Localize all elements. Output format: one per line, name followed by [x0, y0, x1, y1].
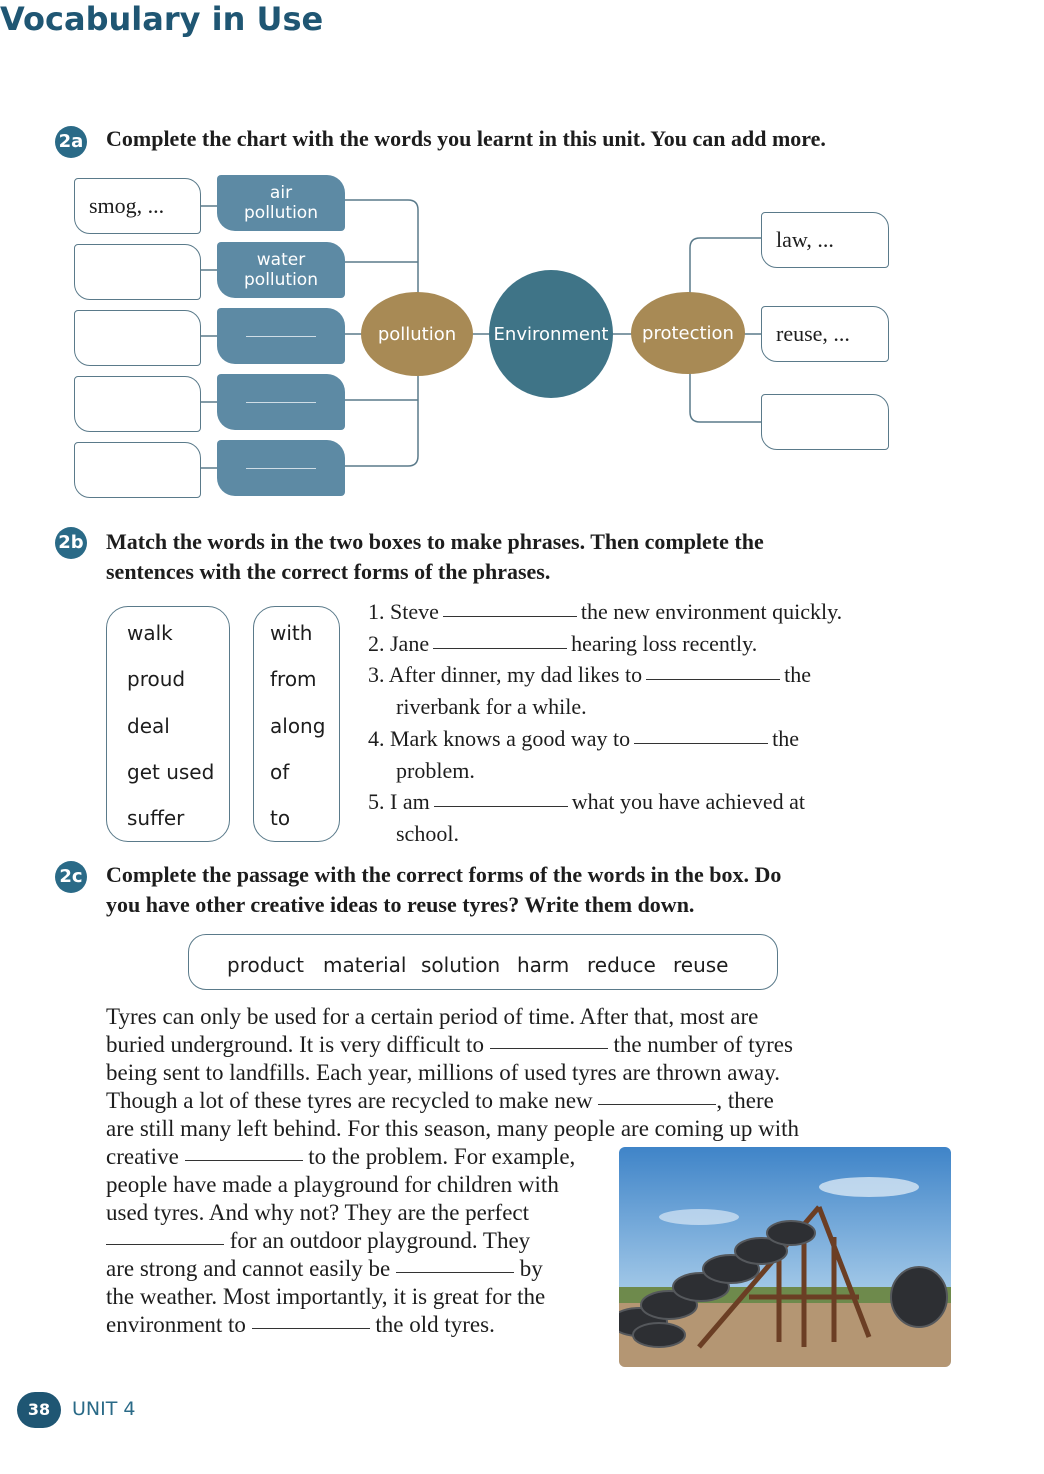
pollution-hub: [361, 292, 473, 376]
word-bank-box: [188, 934, 778, 990]
exercise-badge-2b: 2b: [55, 527, 87, 559]
word-box-2: [253, 606, 340, 842]
protection-hub-label: protection: [642, 322, 734, 344]
word-bank-item: product: [227, 953, 304, 977]
passage-text: to the problem. For example,: [308, 1144, 576, 1169]
pollution-hub-label: pollution: [377, 323, 457, 345]
category-label: water pollution: [244, 250, 318, 290]
sentence-text: I am: [390, 789, 430, 814]
word-item: to: [270, 806, 291, 830]
answer-blank[interactable]: [433, 647, 567, 649]
sentence-number: 5.: [368, 789, 385, 814]
tyre-playground-photo: [619, 1147, 951, 1367]
word-item: from: [270, 667, 317, 691]
word-bank-item: material: [323, 953, 407, 977]
instruction-2b-line2: sentences with the correct forms of the phrases.: [106, 559, 551, 584]
word-item: along: [270, 714, 326, 738]
exercise-badge-2c: 2c: [55, 861, 87, 893]
category-box-blank-5[interactable]: [217, 440, 345, 496]
passage-text: Though a lot of these tyres are recycled to make new: [106, 1088, 593, 1113]
sentence-text: Mark knows a good way to: [390, 726, 631, 751]
sentence-2: [368, 628, 757, 660]
sentence-number: 4.: [368, 726, 385, 751]
passage-line: are still many left behind. For this season, many people are coming up with: [106, 1116, 800, 1141]
passage-text: environment to: [106, 1312, 246, 1337]
page-number-badge: 38: [17, 1392, 61, 1428]
answer-blank[interactable]: [634, 742, 768, 744]
category-box-blank-4[interactable]: [217, 374, 345, 430]
word-item: suffer: [127, 806, 185, 830]
word-bank-item: solution: [421, 953, 501, 977]
category-blank-line: [246, 402, 316, 403]
sentence-text: After dinner, my dad likes to: [388, 662, 643, 687]
word-bank-item: harm: [517, 953, 570, 977]
passage-line: [106, 1144, 575, 1170]
answer-blank[interactable]: [106, 1243, 224, 1245]
sentence-number: 1.: [368, 599, 385, 624]
instruction-2a: Complete the chart with the words you learnt in this unit. You can add more.: [106, 126, 826, 151]
answer-blank[interactable]: [396, 1271, 514, 1273]
sentence-5-cont: school.: [396, 821, 459, 846]
environment-center: [489, 270, 613, 398]
left-word-box-5[interactable]: [74, 442, 201, 498]
sentence-1: [368, 596, 842, 628]
exercise-badge-2a: 2a: [55, 126, 87, 158]
right-word-box-1[interactable]: law, ...: [761, 212, 889, 268]
answer-blank[interactable]: [598, 1103, 716, 1105]
passage-line: Tyres can only be used for a certain period of time. After that, most are: [106, 1004, 759, 1029]
sentence-number: 3.: [368, 662, 385, 687]
passage-line: [106, 1088, 774, 1114]
passage-line: [106, 1032, 793, 1058]
right-word-box-2[interactable]: reuse, ...: [761, 306, 889, 362]
sentence-text: the: [784, 662, 811, 687]
protection-hub: [631, 292, 745, 374]
left-word-box-3[interactable]: [74, 310, 201, 366]
instruction-2b-line1: Match the words in the two boxes to make phrases. Then complete the: [106, 529, 764, 554]
left-word-box-1[interactable]: smog, ...: [74, 178, 201, 234]
passage-line: [106, 1256, 543, 1282]
sentence-text: hearing loss recently.: [571, 631, 758, 656]
sentence-5: [368, 786, 805, 818]
word-item: deal: [127, 714, 170, 738]
passage-text: creative: [106, 1144, 179, 1169]
instruction-2c-line2: you have other creative ideas to reuse tyres? Write them down.: [106, 892, 695, 917]
category-box-blank-3[interactable]: [217, 308, 345, 364]
passage-text: are strong and cannot easily be: [106, 1256, 391, 1281]
instruction-2c-line1: Complete the passage with the correct forms of the words in the box. Do: [106, 862, 782, 887]
answer-blank[interactable]: [490, 1047, 608, 1049]
passage-line: [106, 1228, 530, 1254]
unit-label: UNIT 4: [72, 1398, 136, 1420]
environment-label: Environment: [493, 323, 609, 345]
passage-line: [106, 1312, 495, 1338]
word-item: get used: [127, 760, 215, 784]
sentence-text: the new environment quickly.: [580, 599, 843, 624]
answer-blank[interactable]: [252, 1327, 370, 1329]
answer-blank[interactable]: [646, 678, 780, 680]
word-bank-item: reuse: [673, 953, 729, 977]
sentence-text: the: [772, 726, 800, 751]
passage-text: , there: [716, 1088, 774, 1113]
category-box-air-pollution: [217, 175, 345, 231]
passage-line: used tyres. And why not? They are the perfect: [106, 1200, 530, 1225]
answer-blank[interactable]: [434, 805, 568, 807]
sentence-3: [368, 659, 811, 691]
word-item: walk: [127, 621, 173, 645]
sentence-text: what you have achieved at: [571, 789, 806, 814]
category-label: air pollution: [244, 183, 318, 223]
answer-blank[interactable]: [443, 615, 577, 617]
passage-text: buried underground. It is very difficult to: [106, 1032, 484, 1057]
sentence-3-cont: riverbank for a while.: [396, 694, 587, 719]
page-title: Vocabulary in Use: [0, 0, 324, 38]
right-word-box-3[interactable]: [761, 394, 889, 450]
word-item: proud: [127, 667, 186, 691]
sentence-text: Jane: [390, 631, 430, 656]
word-item: with: [270, 621, 313, 645]
word-bank-item: reduce: [587, 953, 656, 977]
passage-text: the old tyres.: [375, 1312, 495, 1337]
sentence-number: 2.: [368, 631, 385, 656]
category-box-water-pollution: [217, 242, 345, 298]
passage-text: for an outdoor playground. They: [229, 1228, 531, 1253]
left-word-box-2[interactable]: [74, 244, 201, 300]
passage-line: being sent to landfills. Each year, millions of used tyres are thrown away.: [106, 1060, 780, 1085]
word-item: of: [270, 760, 290, 784]
category-blank-line: [246, 468, 316, 469]
category-blank-line: [246, 336, 316, 337]
sentence-4: [368, 723, 799, 755]
answer-blank[interactable]: [185, 1159, 303, 1161]
passage-line: people have made a playground for children with: [106, 1172, 559, 1197]
passage-line: the weather. Most importantly, it is great for the: [106, 1284, 546, 1309]
word-box-1: [106, 606, 230, 842]
left-word-box-4[interactable]: [74, 376, 201, 432]
passage-text: by: [519, 1256, 543, 1281]
passage-text: the number of tyres: [613, 1032, 793, 1057]
sentence-4-cont: problem.: [396, 758, 475, 783]
sentence-text: Steve: [390, 599, 439, 624]
